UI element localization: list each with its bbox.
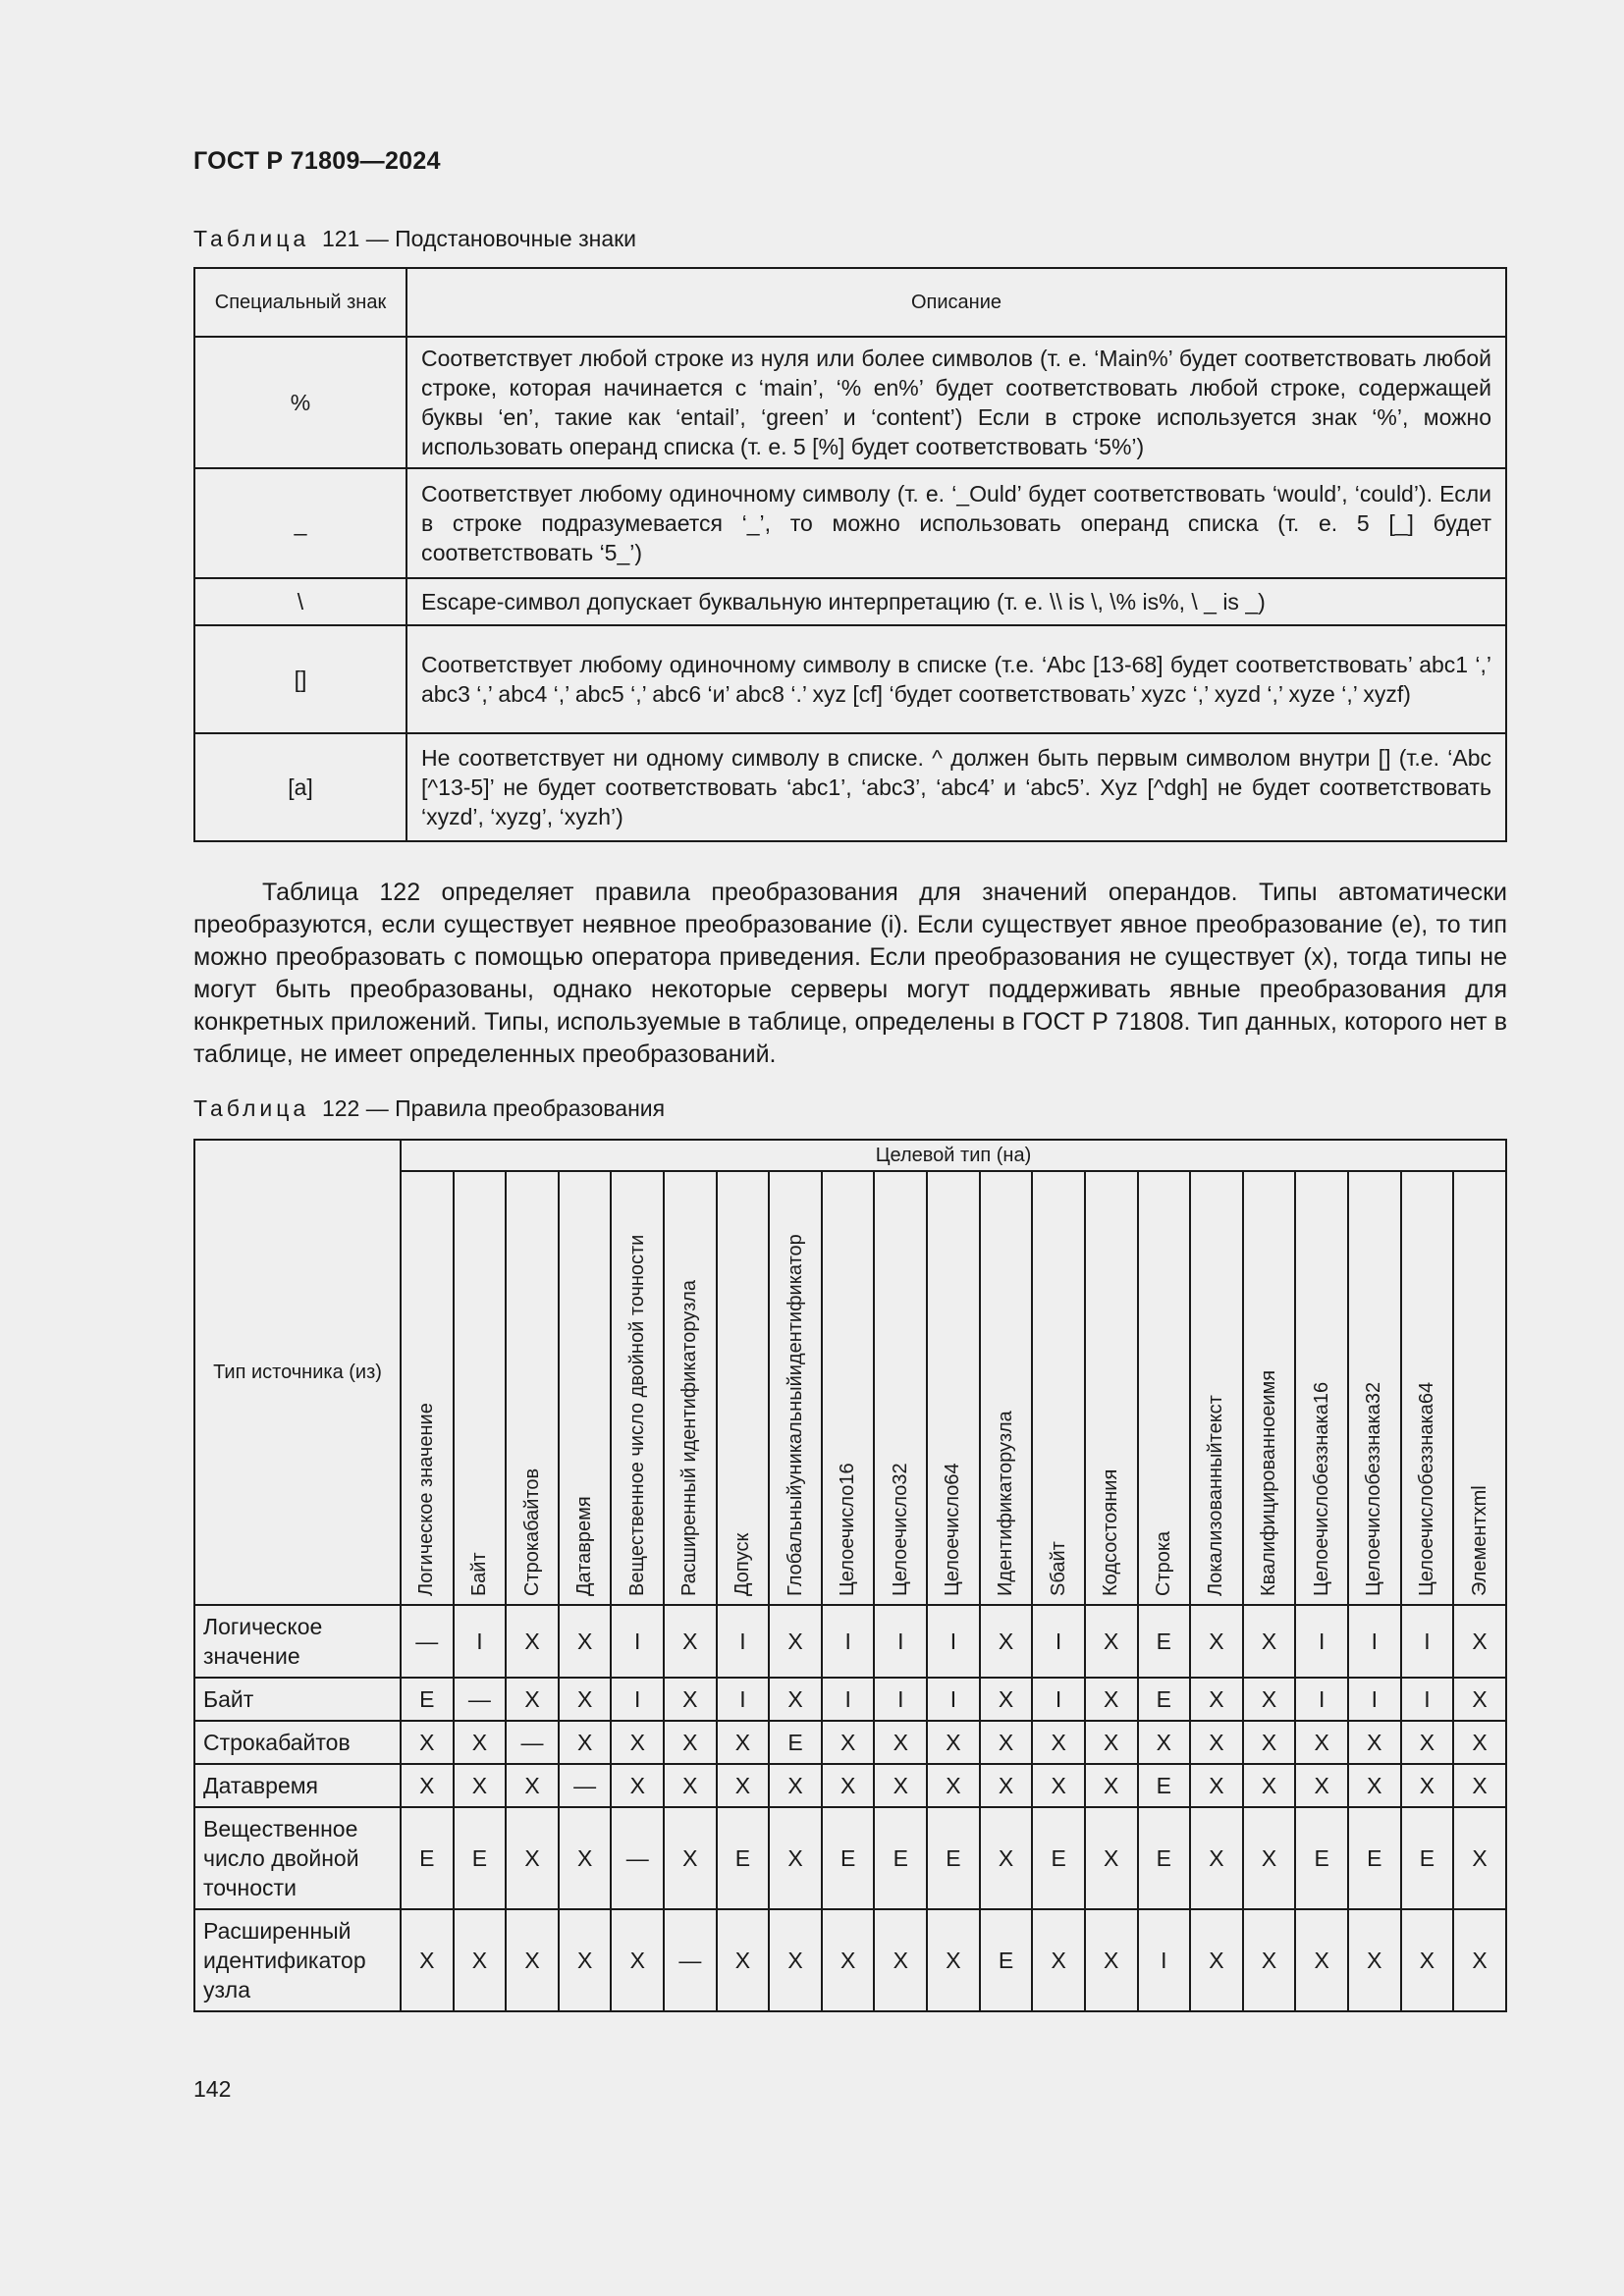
conversion-cell: — (401, 1605, 454, 1678)
conversion-cell: X (717, 1721, 770, 1764)
conversion-cell: X (822, 1721, 875, 1764)
conversion-cell: X (717, 1764, 770, 1807)
table-121 (193, 267, 1507, 842)
conversion-cell: X (927, 1909, 980, 2011)
conversion-cell: I (874, 1678, 927, 1721)
target-type-label: Квалифицированноеимя (1258, 1369, 1280, 1596)
conversion-cell: X (822, 1764, 875, 1807)
target-type-label: Целоечисло16 (837, 1463, 859, 1596)
source-type-cell: Логическое значение (194, 1605, 401, 1678)
conversion-cell: — (506, 1721, 559, 1764)
conversion-cell: X (1243, 1807, 1296, 1909)
description-cell: Соответствует любому одиночному символу (т. е. ‘_Ould’ будет соответствовать ‘would’, ‘could’). Если в строке подразумевается ‘_’, то можно использовать операнд списка (т. е. 5 [_] будет соответствовать ‘5_’) (406, 468, 1506, 578)
conversion-cell: E (980, 1909, 1033, 2011)
conversion-cell: I (1348, 1605, 1401, 1678)
conversion-cell: X (1295, 1764, 1348, 1807)
conversion-cell: — (611, 1807, 664, 1909)
conversion-cell: X (717, 1909, 770, 2011)
conversion-cell: X (769, 1909, 822, 2011)
conversion-cell: E (822, 1807, 875, 1909)
conversion-cell: X (1401, 1721, 1454, 1764)
table-row (194, 1721, 1506, 1764)
conversion-cell: X (611, 1909, 664, 2011)
conversion-cell: X (1453, 1721, 1506, 1764)
conversion-cell: X (1453, 1909, 1506, 2011)
conversion-cell: X (980, 1807, 1033, 1909)
page-number: 142 (193, 2076, 232, 2102)
conversion-cell: X (1190, 1764, 1243, 1807)
table-row (194, 733, 1506, 841)
conversion-cell: I (874, 1605, 927, 1678)
conversion-cell: X (769, 1807, 822, 1909)
source-type-cell: Расширенный идентификатор узла (194, 1909, 401, 2011)
conversion-cell: X (769, 1605, 822, 1678)
conversion-cell: E (401, 1678, 454, 1721)
target-type-label: Элементxml (1468, 1485, 1490, 1596)
conversion-cell: X (611, 1764, 664, 1807)
conversion-cell: X (1453, 1605, 1506, 1678)
conversion-cell: I (717, 1605, 770, 1678)
table-row (194, 337, 1506, 468)
target-type-label: Кодсостояния (1100, 1468, 1122, 1596)
conversion-cell: E (401, 1807, 454, 1909)
target-type-column-header (1138, 1171, 1191, 1605)
symbol-cell: \ (194, 578, 406, 625)
table-row (194, 1678, 1506, 1721)
conversion-cell: I (611, 1678, 664, 1721)
target-type-label: Sбайт (1047, 1541, 1069, 1596)
conversion-cell: X (980, 1678, 1033, 1721)
conversion-cell: X (980, 1605, 1033, 1678)
table-row (194, 1807, 1506, 1909)
table-row (194, 1605, 1506, 1678)
conversion-cell: X (506, 1807, 559, 1909)
target-type-label: Датавремя (573, 1496, 596, 1596)
target-type-column-header (1032, 1171, 1085, 1605)
target-type-label: Расширенный идентификаторузла (678, 1280, 701, 1596)
conversion-cell: — (664, 1909, 717, 2011)
conversion-cell: X (506, 1678, 559, 1721)
conversion-cell: X (1243, 1909, 1296, 2011)
table-122-caption (193, 1095, 665, 1122)
caption-text: 122 — Правила преобразования (321, 1095, 666, 1121)
conversion-cell: I (822, 1678, 875, 1721)
conversion-cell: X (980, 1764, 1033, 1807)
conversion-cell: X (1190, 1721, 1243, 1764)
conversion-cell: I (927, 1678, 980, 1721)
conversion-cell: X (401, 1909, 454, 2011)
conversion-cell: X (559, 1605, 612, 1678)
target-type-label: Целоечисло32 (889, 1463, 911, 1596)
table-row (194, 578, 1506, 625)
conversion-cell: E (454, 1807, 507, 1909)
conversion-cell: X (1190, 1678, 1243, 1721)
conversion-cell: X (1243, 1764, 1296, 1807)
description-cell: Соответствует любой строке из нуля или более символов (т. е. ‘Main%’ будет соответствовать любой строке, которая начинается с ‘main’, ‘% en%’ будет соответствовать любой строке, содержащей буквы ‘en’, такие как ‘entail’, ‘green’ и ‘content’) Если в строке используется знак ‘%’, можно использовать операнд списка (т. е. 5 [%] будет соответствовать ‘5%’) (406, 337, 1506, 468)
target-type-column-header (1348, 1171, 1401, 1605)
target-type-label: Целоечислобеззнака64 (1415, 1381, 1437, 1596)
conversion-cell: X (874, 1721, 927, 1764)
source-type-cell: Датавремя (194, 1764, 401, 1807)
target-type-label: Идентификаторузла (995, 1411, 1016, 1596)
conversion-cell: E (874, 1807, 927, 1909)
conversion-cell: I (1295, 1605, 1348, 1678)
symbol-cell: % (194, 337, 406, 468)
table-row (194, 468, 1506, 578)
document-header: ГОСТ Р 71809—2024 (193, 147, 441, 175)
conversion-cell: X (401, 1721, 454, 1764)
conversion-cell: X (1243, 1721, 1296, 1764)
description-cell: Не соответствует ни одному символу в списке. ^ должен быть первым символом внутри [] (т.е. ‘Abc [^13-5]’ не будет соответствовать ‘abc1’, ‘abc3’, ‘abc4’ и ‘abc5’. Xyz [^dgh] не будет соответствовать ‘xyzd’, ‘xyzg’, ‘xyzh’) (406, 733, 1506, 841)
target-type-label: Логическое значение (415, 1403, 438, 1596)
target-type-column-header (769, 1171, 822, 1605)
conversion-cell: X (1190, 1605, 1243, 1678)
conversion-cell: X (506, 1909, 559, 2011)
conversion-cell: X (1348, 1764, 1401, 1807)
conversion-cell: X (1453, 1807, 1506, 1909)
conversion-cell: X (1348, 1721, 1401, 1764)
conversion-cell: X (1243, 1605, 1296, 1678)
conversion-cell: X (1401, 1909, 1454, 2011)
conversion-cell: X (664, 1807, 717, 1909)
conversion-cell: I (1032, 1678, 1085, 1721)
conversion-cell: X (874, 1909, 927, 2011)
target-type-label: Строка (1152, 1530, 1174, 1596)
conversion-cell: X (454, 1909, 507, 2011)
symbol-cell: [a] (194, 733, 406, 841)
conversion-cell: E (1295, 1807, 1348, 1909)
conversion-cell: X (822, 1909, 875, 2011)
conversion-cell: X (611, 1721, 664, 1764)
conversion-cell: X (454, 1721, 507, 1764)
conversion-cell: I (1138, 1909, 1191, 2011)
source-type-header: Тип источника (из) (194, 1140, 401, 1605)
conversion-cell: X (1032, 1909, 1085, 2011)
conversion-cell: X (559, 1909, 612, 2011)
conversion-cell: I (611, 1605, 664, 1678)
target-type-column-header (1295, 1171, 1348, 1605)
conversion-cell: X (664, 1605, 717, 1678)
target-type-column-header (401, 1171, 454, 1605)
target-type-label: Локализованныйтекст (1205, 1395, 1227, 1596)
conversion-cell: X (1085, 1678, 1138, 1721)
target-type-column-header (1243, 1171, 1296, 1605)
conversion-cell: I (1401, 1678, 1454, 1721)
conversion-cell: X (1295, 1721, 1348, 1764)
target-type-label: Допуск (731, 1532, 753, 1596)
conversion-cell: I (717, 1678, 770, 1721)
conversion-cell: E (1401, 1807, 1454, 1909)
conversion-cell: X (1085, 1764, 1138, 1807)
conversion-cell: E (769, 1721, 822, 1764)
symbol-cell: [] (194, 625, 406, 733)
target-type-label: Целоечислобеззнака32 (1363, 1381, 1385, 1596)
conversion-cell: X (1243, 1678, 1296, 1721)
caption-text: 121 — Подстановочные знаки (321, 226, 637, 251)
target-type-label: Целоечисло64 (942, 1463, 964, 1596)
target-type-column-header (874, 1171, 927, 1605)
conversion-cell: X (559, 1807, 612, 1909)
conversion-cell: — (559, 1764, 612, 1807)
target-type-column-header (980, 1171, 1033, 1605)
target-type-header: Целевой тип (на) (401, 1140, 1506, 1171)
conversion-cell: I (1032, 1605, 1085, 1678)
source-type-cell: Байт (194, 1678, 401, 1721)
conversion-cell: X (1348, 1909, 1401, 2011)
description-cell: Escape-символ допускает буквальную интерпретацию (т. е. \\ is \, \% is%, \ _ is _) (406, 578, 1506, 625)
conversion-cell: X (927, 1721, 980, 1764)
conversion-cell: X (401, 1764, 454, 1807)
target-type-column-header (664, 1171, 717, 1605)
table-121-caption (193, 226, 636, 252)
conversion-cell: X (1085, 1721, 1138, 1764)
target-type-label: Байт (467, 1552, 490, 1596)
target-type-column-header (506, 1171, 559, 1605)
conversion-cell: X (559, 1678, 612, 1721)
target-type-column-header (927, 1171, 980, 1605)
target-type-column-header (1453, 1171, 1506, 1605)
conversion-cell: X (454, 1764, 507, 1807)
target-type-label: Вещественное число двойной точности (625, 1234, 648, 1596)
conversion-cell: X (1190, 1807, 1243, 1909)
conversion-cell: X (1453, 1764, 1506, 1807)
caption-prefix: Таблица (193, 226, 310, 251)
conversion-cell: X (874, 1764, 927, 1807)
target-type-label: Строкабайтов (520, 1468, 543, 1596)
conversion-cell: X (1085, 1807, 1138, 1909)
column-header-symbol: Специальный знак (194, 268, 406, 337)
conversion-cell: X (1085, 1605, 1138, 1678)
conversion-cell: X (1401, 1764, 1454, 1807)
target-type-column-header (454, 1171, 507, 1605)
conversion-cell: X (506, 1764, 559, 1807)
conversion-cell: X (769, 1678, 822, 1721)
conversion-cell: X (927, 1764, 980, 1807)
conversion-cell: X (1085, 1909, 1138, 2011)
conversion-cell: X (1032, 1764, 1085, 1807)
conversion-cell: E (1138, 1605, 1191, 1678)
conversion-cell: X (664, 1678, 717, 1721)
conversion-cell: X (1295, 1909, 1348, 2011)
conversion-cell: X (559, 1721, 612, 1764)
table-row (194, 1764, 1506, 1807)
conversion-cell: E (1138, 1807, 1191, 1909)
conversion-cell: — (454, 1678, 507, 1721)
target-type-label: Целоечислобеззнака16 (1310, 1381, 1332, 1596)
body-paragraph: Таблица 122 определяет правила преобразования для значений операндов. Типы автоматически преобразуются, если существует неявное преобразование (i). Если существует явное преобразование (е), то тип можно преобразовать с помощью оператора приведения. Если преобразования не существует (х), тогда типы не могут быть преобразованы, однако некоторые серверы могут поддерживать явные преобразования для конкретных приложений. Типы, используемые в таблице, определены в ГОСТ Р 71808. Тип данных, которого нет в таблице, не имеет определенных преобразований. (193, 879, 1507, 1068)
conversion-cell: E (927, 1807, 980, 1909)
target-type-label: Глобальныйуникальныйидентификатор (784, 1234, 806, 1596)
conversion-cell: E (1138, 1678, 1191, 1721)
source-type-cell: Вещественное число двойной точности (194, 1807, 401, 1909)
conversion-cell: X (1138, 1721, 1191, 1764)
conversion-cell: X (506, 1605, 559, 1678)
conversion-cell: X (1032, 1721, 1085, 1764)
conversion-cell: X (1453, 1678, 1506, 1721)
conversion-cell: I (1401, 1605, 1454, 1678)
conversion-cell: X (769, 1764, 822, 1807)
table-122 (193, 1139, 1507, 2012)
target-type-column-header (1085, 1171, 1138, 1605)
source-type-cell: Строкабайтов (194, 1721, 401, 1764)
conversion-cell: X (664, 1721, 717, 1764)
conversion-cell: I (1348, 1678, 1401, 1721)
conversion-cell: I (1295, 1678, 1348, 1721)
conversion-cell: X (980, 1721, 1033, 1764)
target-type-column-header (559, 1171, 612, 1605)
conversion-cell: E (1138, 1764, 1191, 1807)
conversion-cell: I (822, 1605, 875, 1678)
caption-prefix: Таблица (193, 1095, 310, 1121)
conversion-cell: I (927, 1605, 980, 1678)
conversion-cell: E (1348, 1807, 1401, 1909)
conversion-cell: I (454, 1605, 507, 1678)
table-row (194, 1909, 1506, 2011)
conversion-cell: E (1032, 1807, 1085, 1909)
table-row (194, 625, 1506, 733)
target-type-column-header (1190, 1171, 1243, 1605)
conversion-cell: X (664, 1764, 717, 1807)
column-header-description: Описание (406, 268, 1506, 337)
conversion-cell: E (717, 1807, 770, 1909)
target-type-column-header (611, 1171, 664, 1605)
target-type-column-header (1401, 1171, 1454, 1605)
conversion-cell: X (1190, 1909, 1243, 2011)
target-type-column-header (717, 1171, 770, 1605)
description-cell: Соответствует любому одиночному символу в списке (т.е. ‘Abc [13-68] будет соответствовать’ abc1 ‘,’ abc3 ‘,’ abc4 ‘,’ abc5 ‘,’ abc6 ‘и’ abc8 ‘.’ xyz [cf] ‘будет соответствовать’ xyzc ‘,’ xyzd ‘,’ xyze ‘,’ xyzf) (406, 625, 1506, 733)
symbol-cell: _ (194, 468, 406, 578)
target-type-column-header (822, 1171, 875, 1605)
